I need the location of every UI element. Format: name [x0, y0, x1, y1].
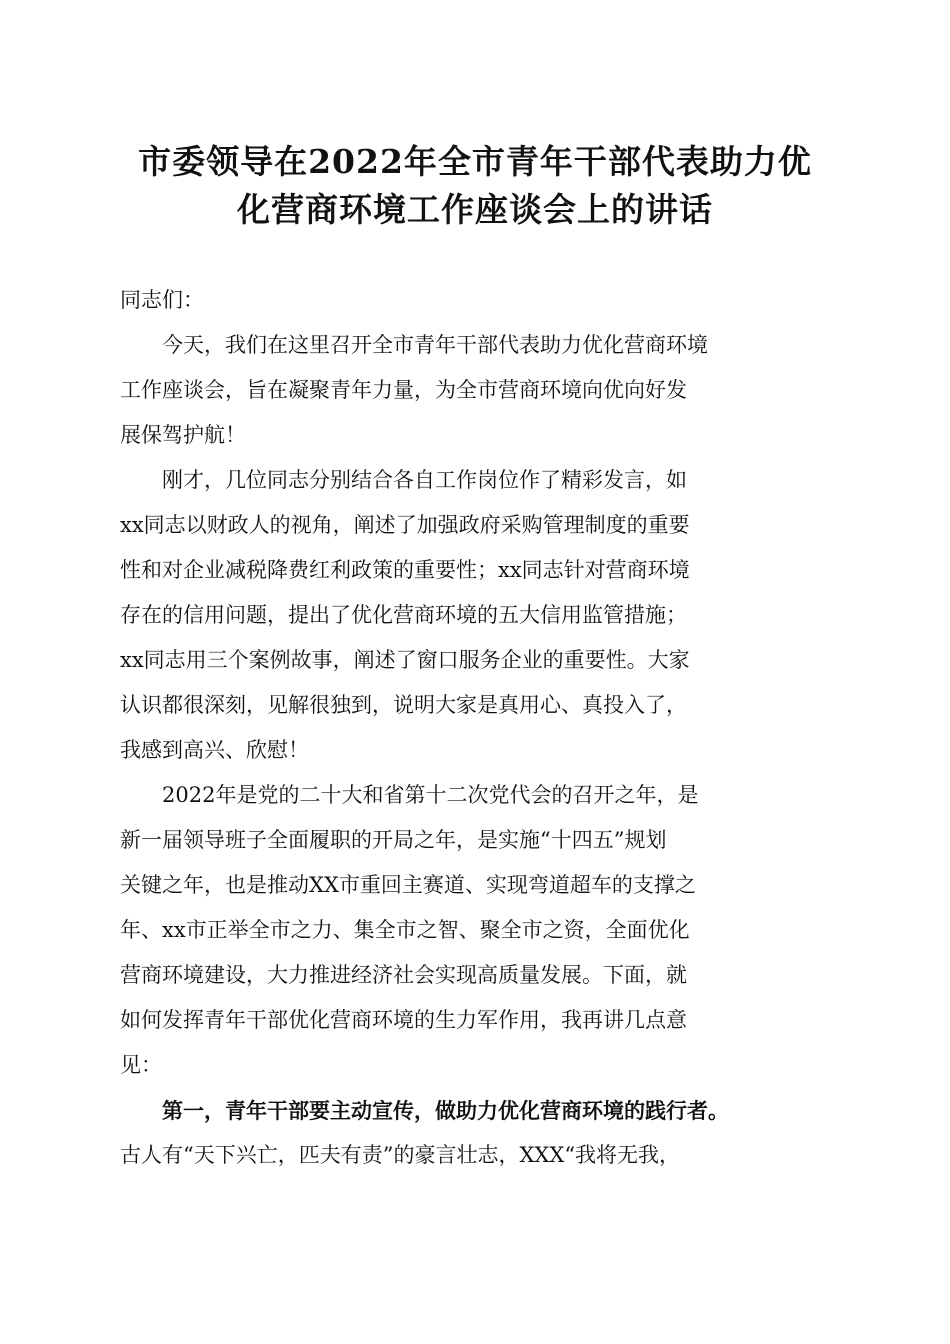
text-line: xx同志以财政人的视角，阐述了加强政府采购管理制度的重要	[120, 513, 690, 537]
text-line: 营商环境建设，大力推进经济社会实现高质量发展。下面，就	[120, 963, 687, 987]
document-title	[110, 138, 840, 234]
text-line: 见：	[120, 1053, 162, 1077]
text-line: 新一届领导班子全面履职的开局之年，是实施“十四五”规划	[120, 828, 667, 852]
point-one-heading: 第一，青年干部要主动宣传，做助力优化营商环境的践行者。	[162, 1098, 729, 1123]
text-line: 认识都很深刻，见解很独到，说明大家是真用心、真投入了，	[120, 693, 687, 717]
text-line: 性和对企业减税降费红利政策的重要性；xx同志针对营商环境	[120, 558, 690, 582]
text-line: 如何发挥青年干部优化营商环境的生力军作用，我再讲几点意	[120, 1008, 687, 1032]
text-line: 2022年是党的二十大和省第十二次党代会的召开之年，是	[162, 783, 699, 807]
paragraph-review	[120, 458, 835, 773]
text-line: 关键之年，也是推动XX市重回主赛道、实现弯道超车的支撑之	[120, 873, 696, 897]
paragraph-point-one	[120, 1088, 835, 1178]
text-line: 年、xx市正举全市之力、集全市之智、聚全市之资，全面优化	[120, 918, 690, 942]
title-line-2: 化营商环境工作座谈会上的讲话	[237, 190, 713, 229]
text-line: 展保驾护航！	[120, 423, 246, 447]
paragraph-opening	[120, 323, 835, 458]
title-line-1: 市委领导在2022年全市青年干部代表助力优	[138, 142, 812, 181]
salutation: 同志们：	[120, 288, 204, 312]
text-line: 刚才，几位同志分别结合各自工作岗位作了精彩发言，如	[162, 468, 687, 492]
text-line: 我感到高兴、欣慰！	[120, 738, 309, 762]
text-line: 工作座谈会，旨在凝聚青年力量，为全市营商环境向优向好发	[120, 378, 687, 402]
text-line: 存在的信用问题，提出了优化营商环境的五大信用监管措施；	[120, 603, 687, 627]
text-line: 今天，我们在这里召开全市青年干部代表助力优化营商环境	[162, 333, 708, 357]
document-body	[120, 278, 835, 1178]
text-line: xx同志用三个案例故事，阐述了窗口服务企业的重要性。大家	[120, 648, 690, 672]
text-line: 古人有“天下兴亡，匹夫有责”的豪言壮志，XXX“我将无我，	[120, 1143, 681, 1167]
paragraph-context	[120, 773, 835, 1088]
